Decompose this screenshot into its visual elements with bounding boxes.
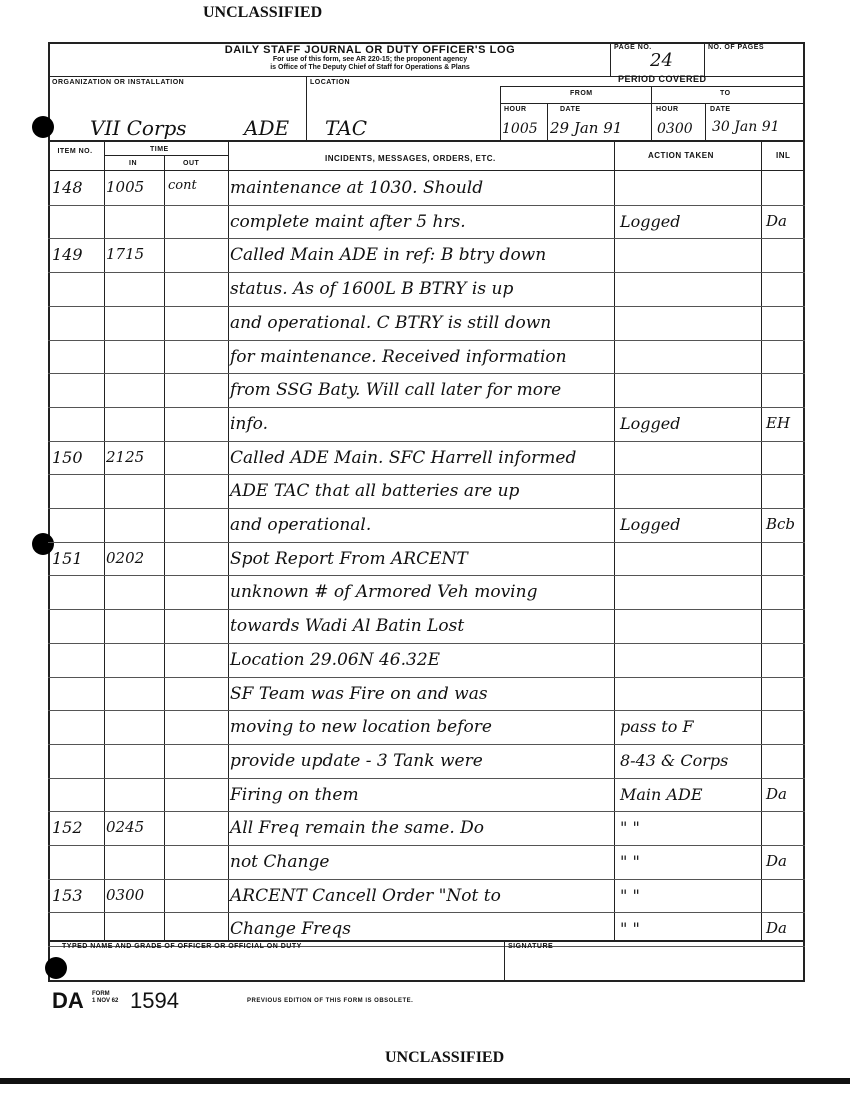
scan-edge-band (0, 1078, 850, 1084)
entry-text-cell: Change Freqs (230, 919, 351, 940)
item-no-cell: 152 (52, 818, 83, 838)
initials-cell: Da (766, 211, 787, 230)
form-title: DAILY STAFF JOURNAL OR DUTY OFFICER'S LOG (224, 44, 516, 56)
punch-hole-1 (32, 116, 54, 138)
table-row (48, 745, 805, 779)
time-in-cell: 0202 (106, 548, 145, 567)
table-row (48, 644, 805, 678)
entry-text-cell: status. As of 1600L B BTRY is up (230, 279, 514, 300)
table-row (48, 543, 805, 577)
initials-cell: Da (766, 919, 787, 938)
table-row (48, 172, 805, 206)
table-row (48, 846, 805, 880)
org-label: ORGANIZATION OR INSTALLATION (52, 79, 185, 86)
item-no-cell: 149 (52, 245, 83, 265)
time-in-label: IN (129, 160, 137, 167)
table-row (48, 711, 805, 745)
item-no-cell: 151 (52, 548, 83, 568)
time-out-label: OUT (183, 160, 200, 167)
from-date-label: DATE (560, 106, 581, 113)
item-no-cell: 148 (52, 178, 83, 197)
item-no-cell: 153 (52, 885, 83, 905)
form-word: FORM (92, 991, 110, 997)
to-hour-label: HOUR (656, 106, 679, 113)
initials-cell: Bcb (766, 515, 796, 533)
form-word-block (92, 991, 118, 1005)
action-taken-cell: Main ADE (620, 784, 703, 804)
classification-top: UNCLASSIFIED (203, 4, 323, 21)
entry-text-cell: info. (230, 413, 269, 434)
table-row (48, 610, 805, 644)
form-subtitle-2: is Office of The Deputy Chief of Staff for Operations & Plans (270, 64, 470, 71)
time-label: TIME (150, 146, 169, 153)
entry-text-cell: Called Main ADE in ref: B btry down (230, 245, 547, 266)
action-taken-cell: " " (620, 885, 640, 905)
to-date-value: 30 Jan 91 (712, 119, 780, 135)
period-covered-label: PERIOD COVERED (618, 74, 707, 84)
incidents-label: INCIDENTS, MESSAGES, ORDERS, ETC. (325, 154, 496, 163)
action-taken-cell: Logged (620, 211, 681, 231)
location-label: LOCATION (310, 79, 351, 86)
location-value: TAC (325, 116, 367, 140)
entry-text-cell: ADE TAC that all batteries are up (230, 481, 520, 502)
table-row (48, 408, 805, 442)
table-row (48, 678, 805, 712)
table-row (48, 273, 805, 307)
entry-text-cell: provide update - 3 Tank were (230, 750, 483, 771)
entry-text-cell: and operational. C BTRY is still down (230, 312, 552, 333)
action-taken-cell: pass to F (620, 717, 694, 737)
form-da: DA (52, 988, 84, 1013)
entry-text-cell: ARCENT Cancell Order "Not to (230, 885, 501, 906)
page-no-value: 24 (650, 50, 673, 71)
table-row (48, 812, 805, 846)
to-hour-value: 0300 (657, 121, 693, 137)
time-in-cell: 0300 (106, 885, 145, 904)
action-taken-cell: Logged (620, 413, 681, 433)
action-taken-label: ACTION TAKEN (648, 151, 714, 160)
entry-text-cell: from SSG Baty. Will call later for more (230, 380, 562, 401)
action-taken-cell: 8-43 & Corps (620, 750, 729, 770)
form-header (160, 44, 580, 72)
to-label: TO (720, 90, 731, 97)
org-value: VII Corps (90, 116, 187, 140)
entry-text-cell: towards Wadi Al Batin Lost (230, 616, 465, 637)
table-row (48, 576, 805, 610)
time-in-cell: 1005 (106, 178, 145, 196)
action-taken-cell: Logged (620, 515, 681, 534)
previous-edition-note: PREVIOUS EDITION OF THIS FORM IS OBSOLETE. (247, 998, 414, 1004)
table-row (48, 880, 805, 914)
from-date-value: 29 Jan 91 (550, 119, 623, 137)
item-no-cell: 150 (52, 447, 83, 467)
org-value-2: ADE (244, 116, 290, 140)
action-taken-cell: " " (620, 919, 640, 939)
action-taken-cell: " " (620, 818, 640, 838)
time-in-cell: 1715 (106, 245, 145, 264)
initials-cell: EH (766, 413, 791, 432)
entry-text-cell: All Freq remain the same. Do (230, 818, 485, 839)
table-row (48, 779, 805, 813)
entry-text-cell: maintenance at 1030. Should (230, 178, 484, 198)
entry-text-cell: SF Team was Fire on and was (230, 683, 488, 704)
table-row (48, 475, 805, 509)
entry-text-cell: moving to new location before (230, 717, 492, 738)
entry-text-cell: Called ADE Main. SFC Harrell informed (230, 447, 577, 468)
punch-hole-3 (45, 957, 67, 979)
form-date: 1 NOV 62 (92, 998, 119, 1004)
page-no-label: PAGE NO. (614, 44, 652, 51)
signature-label: SIGNATURE (508, 943, 554, 950)
from-hour-label: HOUR (504, 106, 527, 113)
table-row (48, 442, 805, 476)
time-in-cell: 0245 (106, 818, 145, 837)
entry-text-cell: for maintenance. Received information (230, 346, 567, 367)
form-subtitle-1: For use of this form, see AR 220-15; the proponent agency (272, 56, 468, 63)
form-number: 1594 (130, 988, 179, 1013)
entry-text-cell: not Change (230, 852, 330, 872)
no-of-pages-label: NO. OF PAGES (708, 44, 765, 51)
table-row (48, 374, 805, 408)
table-row (48, 206, 805, 240)
entry-text-cell: complete maint after 5 hrs. (230, 211, 466, 232)
table-row (48, 239, 805, 273)
entry-text-cell: and operational. (230, 515, 372, 535)
from-label: FROM (570, 90, 593, 97)
initials-cell: Da (766, 852, 787, 870)
inl-label: INL (776, 151, 791, 160)
table-row (48, 341, 805, 375)
entry-text-cell: Location 29.06N 46.32E (230, 649, 441, 670)
table-row (48, 509, 805, 543)
table-row (48, 307, 805, 341)
entry-text-cell: unknown # of Armored Veh moving (230, 582, 538, 603)
classification-bottom: UNCLASSIFIED (385, 1049, 505, 1066)
item-no-label: ITEM NO. (57, 148, 93, 155)
to-date-label: DATE (710, 106, 731, 113)
from-hour-value: 1005 (502, 121, 538, 137)
entry-text-cell: Spot Report From ARCENT (230, 548, 468, 569)
time-in-cell: 2125 (106, 447, 145, 466)
time-out-cell: cont (168, 178, 197, 193)
typed-name-label: TYPED NAME AND GRADE OF OFFICER OR OFFICIAL ON DUTY (62, 943, 302, 950)
initials-cell: Da (766, 784, 787, 803)
action-taken-cell: " " (620, 852, 640, 871)
entry-text-cell: Firing on them (230, 784, 359, 805)
